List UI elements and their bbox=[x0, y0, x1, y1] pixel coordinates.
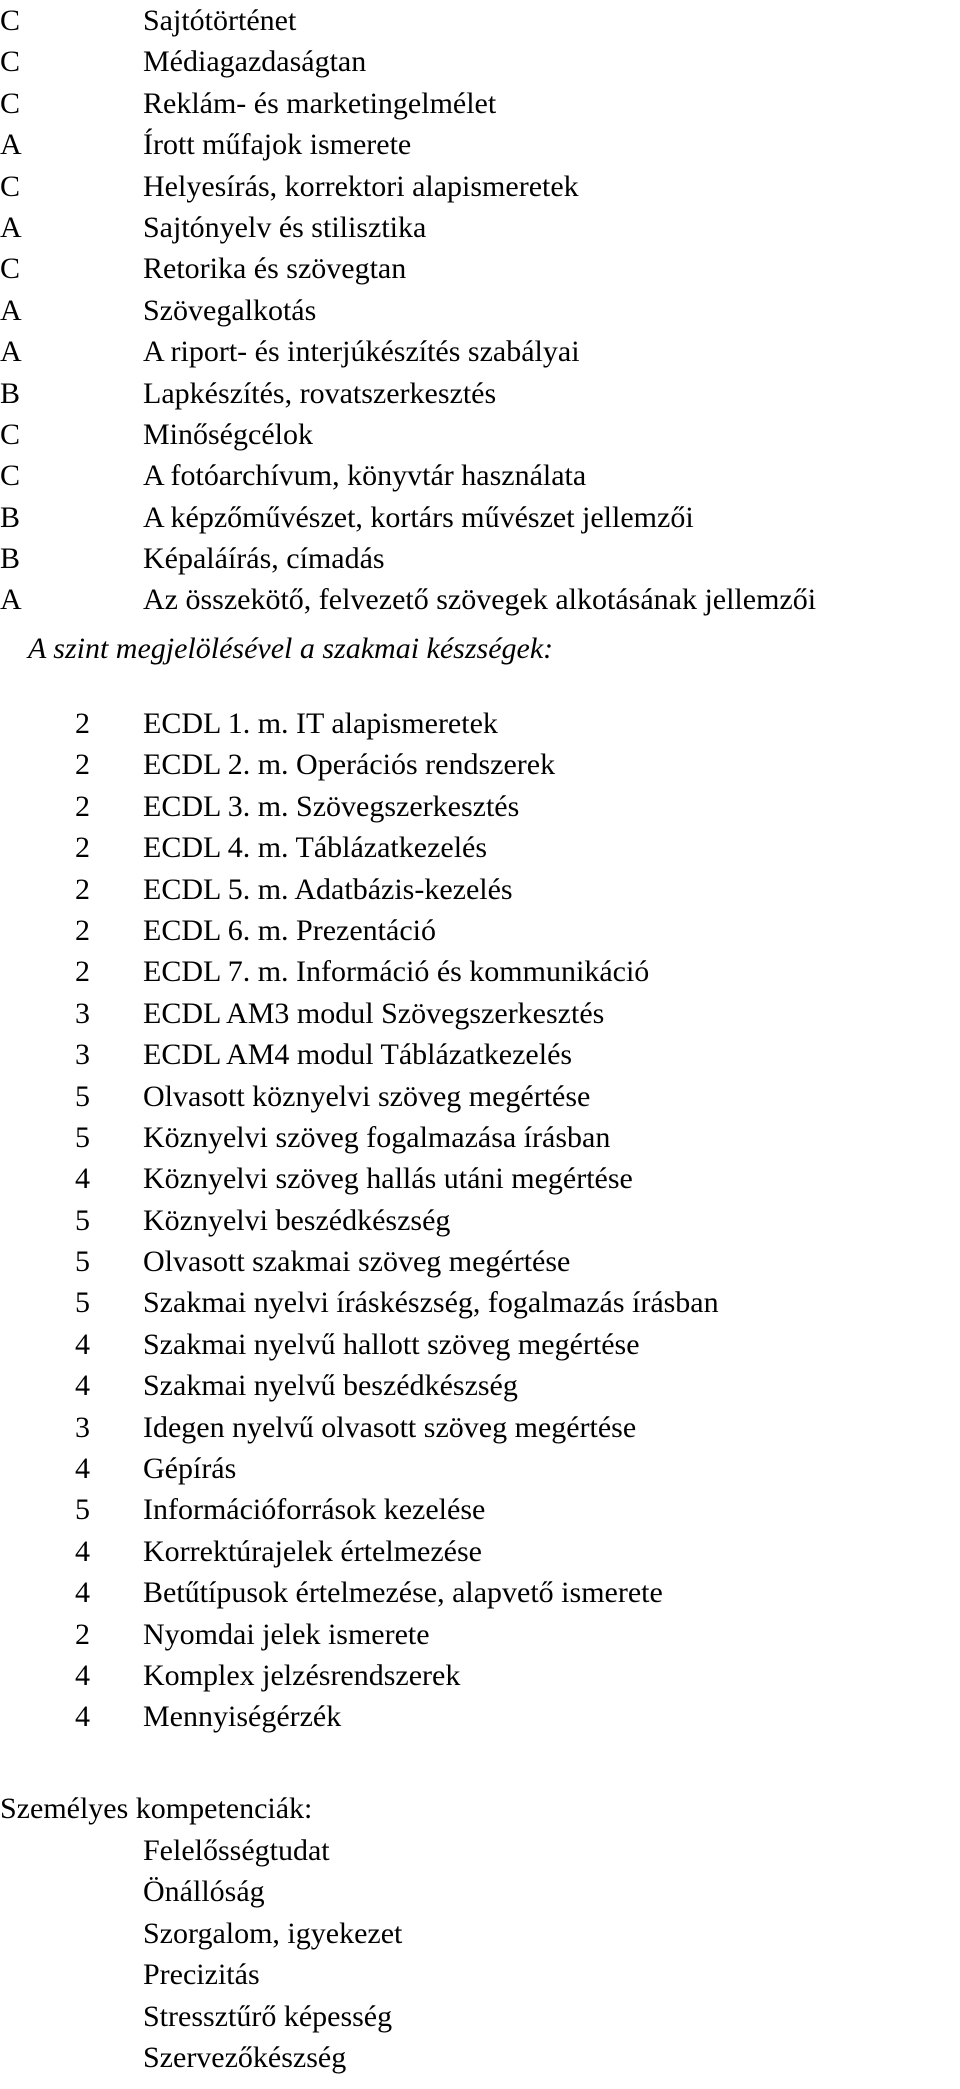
item-label: Betűtípusok értelmezése, alapvető ismerete bbox=[143, 1576, 663, 1610]
level-code: 5 bbox=[75, 1079, 90, 1113]
level-code: 5 bbox=[75, 1245, 90, 1279]
level-code: A bbox=[0, 293, 22, 327]
item-label: ECDL 7. m. Információ és kommunikáció bbox=[143, 955, 650, 989]
level-code: A bbox=[0, 210, 22, 244]
item-label: Korrektúrajelek értelmezése bbox=[143, 1534, 482, 1568]
item-label: Stressztűrő képesség bbox=[143, 1999, 393, 2033]
item-label: ECDL 6. m. Prezentáció bbox=[143, 913, 436, 947]
item-label: Szakmai nyelvű beszédkészség bbox=[143, 1369, 518, 1403]
item-label: Idegen nyelvű olvasott szöveg megértése bbox=[143, 1410, 637, 1444]
item-label: Médiagazdaságtan bbox=[143, 45, 367, 79]
item-label: Információforrások kezelése bbox=[143, 1493, 486, 1527]
item-label: Szervezőkészség bbox=[143, 2040, 347, 2074]
level-code: 5 bbox=[75, 1286, 90, 1320]
item-label: Olvasott szakmai szöveg megértése bbox=[143, 1245, 571, 1279]
item-label: Komplex jelzésrendszerek bbox=[143, 1658, 461, 1692]
item-label: ECDL 5. m. Adatbázis-kezelés bbox=[143, 872, 513, 906]
level-code: 2 bbox=[75, 789, 90, 823]
item-label: Köznyelvi szöveg hallás utáni megértése bbox=[143, 1162, 633, 1196]
item-label: Köznyelvi szöveg fogalmazása írásban bbox=[143, 1120, 611, 1154]
level-code: 2 bbox=[75, 913, 90, 947]
level-code: 4 bbox=[75, 1576, 90, 1610]
level-code: 4 bbox=[75, 1658, 90, 1692]
item-label: Lapkészítés, rovatszerkesztés bbox=[143, 376, 497, 410]
item-label: A riport- és interjúkészítés szabályai bbox=[143, 335, 580, 369]
item-label: Helyesírás, korrektori alapismeretek bbox=[143, 169, 579, 203]
level-code: 2 bbox=[75, 872, 90, 906]
personal-section-title: Személyes kompetenciák: bbox=[0, 1792, 313, 1825]
item-label: Képaláírás, címadás bbox=[143, 542, 385, 576]
level-code: 4 bbox=[75, 1534, 90, 1568]
item-label: Köznyelvi beszédkészség bbox=[143, 1203, 451, 1237]
item-label: Nyomdai jelek ismerete bbox=[143, 1617, 430, 1651]
item-label: Gépírás bbox=[143, 1452, 237, 1486]
level-code: 5 bbox=[75, 1120, 90, 1154]
item-label: ECDL 2. m. Operációs rendszerek bbox=[143, 748, 556, 782]
item-label: A képzőművészet, kortárs művészet jellemzői bbox=[143, 500, 694, 534]
level-code: A bbox=[0, 583, 22, 617]
item-label: ECDL AM3 modul Szövegszerkesztés bbox=[143, 996, 605, 1030]
level-code: 4 bbox=[75, 1700, 90, 1734]
item-label: Szövegalkotás bbox=[143, 293, 317, 327]
item-label: Sajtótörténet bbox=[143, 4, 297, 37]
level-code: 2 bbox=[75, 748, 90, 782]
item-label: Írott műfajok ismerete bbox=[143, 128, 412, 162]
level-code: 2 bbox=[75, 1617, 90, 1651]
item-label: Szorgalom, igyekezet bbox=[143, 1916, 403, 1950]
item-label: Mennyiségérzék bbox=[143, 1700, 342, 1734]
item-label: Minőségcélok bbox=[143, 417, 313, 451]
level-code: C bbox=[0, 45, 21, 79]
level-code: 2 bbox=[75, 831, 90, 865]
item-label: Az összekötő, felvezető szövegek alkotásának jellemzői bbox=[143, 583, 817, 617]
item-label: Olvasott köznyelvi szöveg megértése bbox=[143, 1079, 591, 1113]
level-code: C bbox=[0, 86, 21, 120]
level-code: 4 bbox=[75, 1162, 90, 1196]
item-label: ECDL AM4 modul Táblázatkezelés bbox=[143, 1038, 573, 1072]
level-code: A bbox=[0, 335, 22, 369]
level-code: 3 bbox=[75, 1038, 90, 1072]
item-label: Reklám- és marketingelmélet bbox=[143, 86, 497, 120]
skills-section-title: A szint megjelölésével a szakmai készségek: bbox=[28, 632, 554, 665]
level-code: C bbox=[0, 4, 21, 37]
level-code: C bbox=[0, 169, 21, 203]
level-code: 5 bbox=[75, 1203, 90, 1237]
level-code: 4 bbox=[75, 1327, 90, 1361]
item-label: ECDL 3. m. Szövegszerkesztés bbox=[143, 789, 520, 823]
level-code: 3 bbox=[75, 1410, 90, 1444]
level-code: B bbox=[0, 542, 21, 576]
item-label: Szakmai nyelvi íráskészség, fogalmazás írásban bbox=[143, 1286, 719, 1320]
level-code: A bbox=[0, 128, 22, 162]
item-label: Felelősségtudat bbox=[143, 1834, 330, 1867]
item-label: Sajtónyelv és stilisztika bbox=[143, 210, 427, 244]
level-code: C bbox=[0, 459, 21, 493]
item-label: Retorika és szövegtan bbox=[143, 252, 407, 286]
level-code: C bbox=[0, 417, 21, 451]
level-code: 5 bbox=[75, 1493, 90, 1527]
level-code: 4 bbox=[75, 1369, 90, 1403]
level-code: C bbox=[0, 252, 21, 286]
level-code: 4 bbox=[75, 1452, 90, 1486]
level-code: 3 bbox=[75, 996, 90, 1030]
item-label: ECDL 4. m. Táblázatkezelés bbox=[143, 831, 488, 865]
item-label: Önállóság bbox=[143, 1875, 265, 1909]
level-code: 2 bbox=[75, 955, 90, 989]
item-label: Szakmai nyelvű hallott szöveg megértése bbox=[143, 1327, 640, 1361]
item-label: Precizitás bbox=[143, 1958, 260, 1992]
item-label: ECDL 1. m. IT alapismeretek bbox=[143, 707, 498, 740]
level-code: 2 bbox=[75, 707, 90, 740]
item-label: A fotóarchívum, könyvtár használata bbox=[143, 459, 587, 493]
level-code: B bbox=[0, 500, 21, 534]
level-code: B bbox=[0, 376, 21, 410]
